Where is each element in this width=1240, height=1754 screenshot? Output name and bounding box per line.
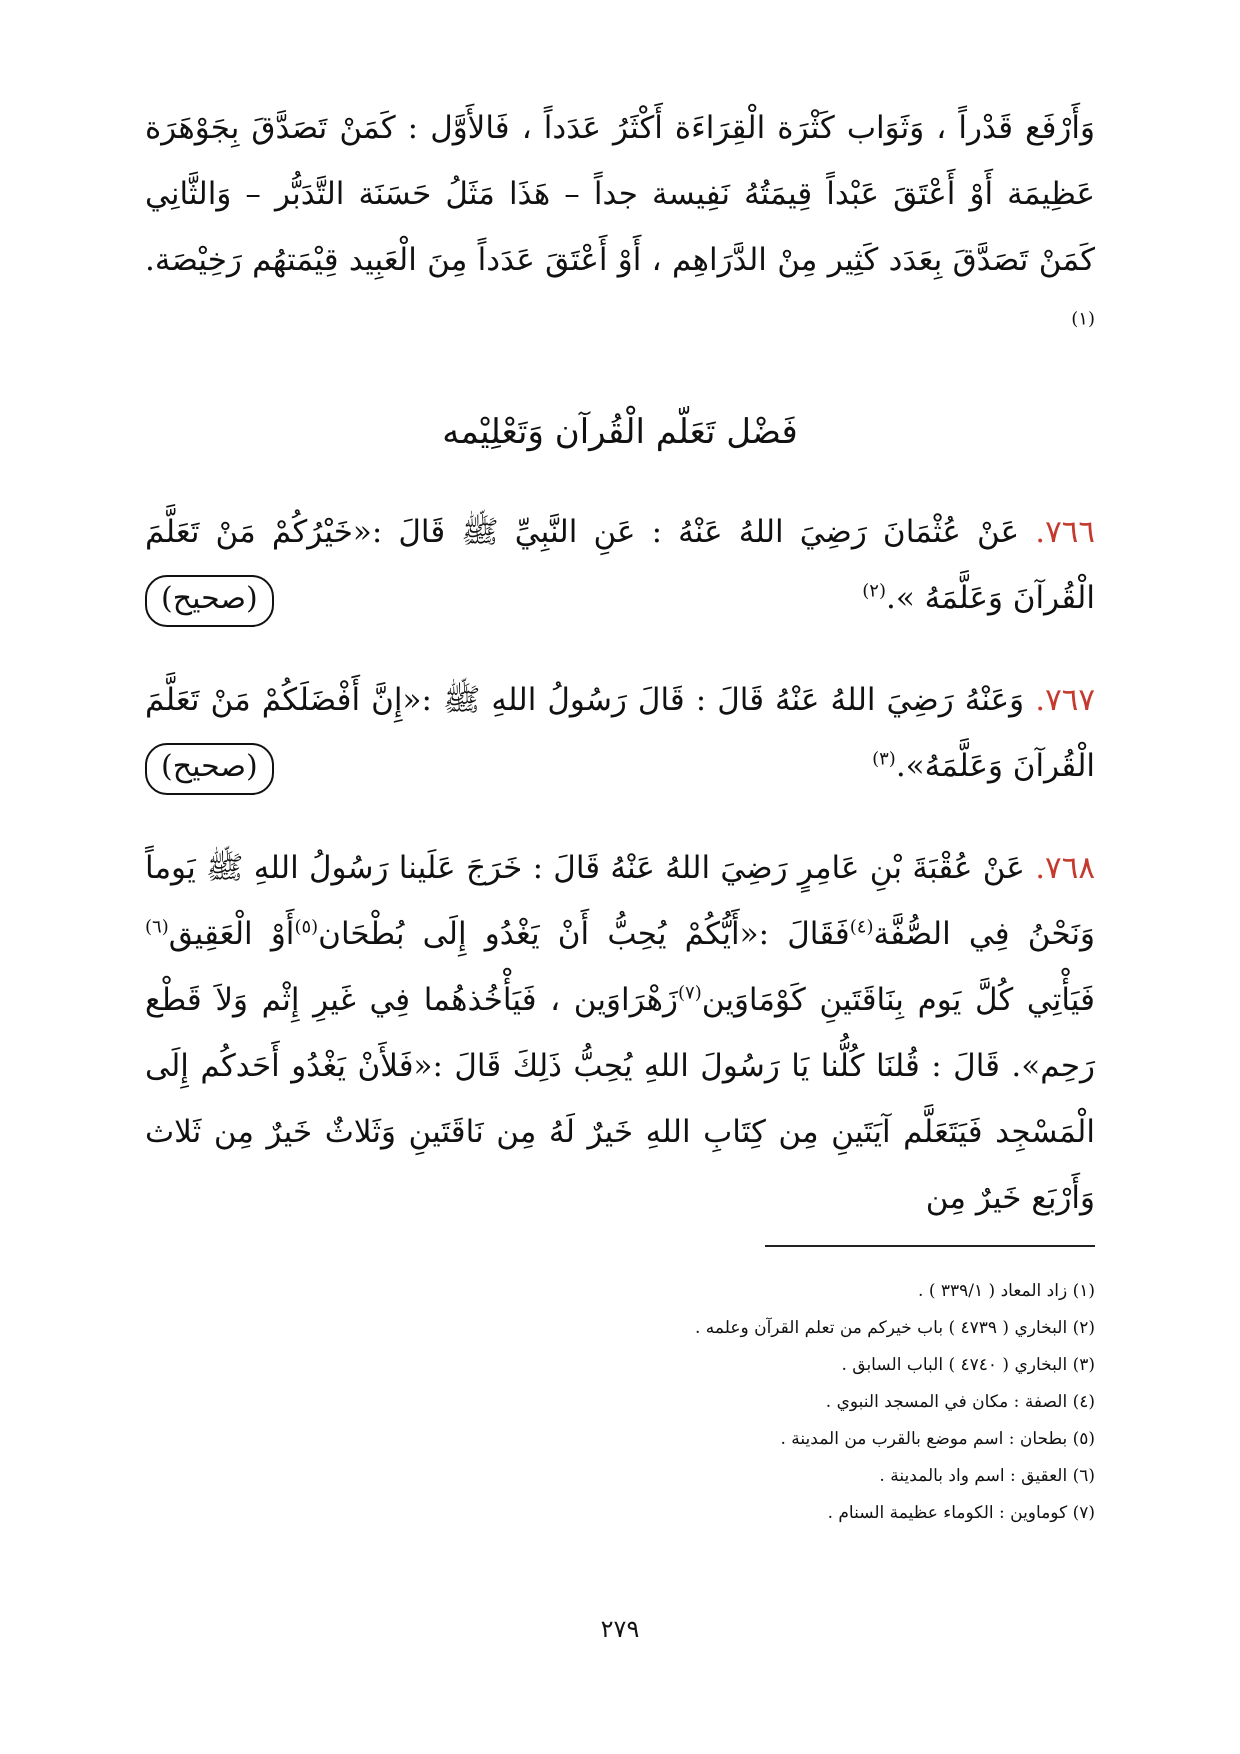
footnotes — [145, 1245, 1095, 1532]
footnote-ref: (٣) — [872, 748, 896, 770]
hadith-767 — [145, 667, 1095, 799]
footnote-item: (١) زاد المعاد ( ٣٣٩/١ ) . — [918, 1281, 1095, 1301]
footnote-item: (٤) الصفة : مكان في المسجد النبوي . — [825, 1392, 1095, 1412]
hadith-text-part: زَهْرَاوَين ، فَيَأْخُذهُما فِي غَيرِ إِثْم وَلاَ قَطْع رَحِم». قَالَ : قُلنَا كُلُّنا يَا رَسُولَ اللهِ يُحِبُّ ذَلِكَ قَالَ :«فَلأَنْ يَغْدُو أَحَدكُم إِلَى الْمَسْجِد فَيَتَعَلَّم آيَتَينِ مِن كِتَابِ اللهِ خَيرٌ لَهُ مِن نَاقَتَينِ وَثَلاثٌ خَيرٌ مِن ثَلاث وَأَرْبَع خَيرٌ مِن — [145, 982, 1095, 1216]
hadith-number: ٧٦٧. — [1035, 682, 1096, 718]
hadith-number: ٧٦٦. — [1035, 514, 1096, 550]
hadith-text-part: عَنْ عُقْبَةَ بْنِ عَامِرٍ رَضِيَ اللهُ عَنْهُ قَالَ : خَرَجَ عَلَينا رَسُولُ اللهِ ﷺ يَوماً وَنَحْنُ فِي الصُّفَّة — [145, 850, 1095, 952]
footnote-item: (٣) البخاري ( ٤٧٤٠ ) الباب السابق . — [841, 1355, 1095, 1375]
page-number: ٢٧٩ — [600, 1615, 640, 1643]
footnote-ref: (٢) — [862, 580, 886, 602]
page-body — [145, 95, 1095, 1267]
footnote-item: (٥) بطحان : اسم موضع بالقرب من المدينة . — [780, 1429, 1095, 1449]
footnote-ref: (٦) — [145, 916, 169, 938]
hadith-text: عَنْ عُثْمَانَ رَضِيَ اللهُ عَنْهُ : عَنِ النَّبِيِّ ﷺ قَالَ :«خَيْرُكُمْ مَنْ تَعَلَّمَ الْقُرآنَ وَعَلَّمَهُ ». — [145, 514, 1095, 616]
footnote-item: (٧) كوماوين : الكوماء عظيمة السنام . — [827, 1503, 1095, 1523]
hadith-text-part: فَقَالَ :«أَيُّكُمْ يُحِبُّ أَنْ يَغْدُو إِلَى بُطْحَان — [318, 916, 850, 952]
hadith-766 — [145, 499, 1095, 631]
footnote-divider — [765, 1245, 1095, 1247]
footnote-ref: (٥) — [294, 916, 319, 938]
footnote-ref: (٧) — [678, 982, 702, 1004]
intro-paragraph — [145, 95, 1095, 359]
hadith-text: وَعَنْهُ رَضِيَ اللهُ عَنْهُ قَالَ : قَالَ رَسُولُ اللهِ ﷺ :«إِنَّ أَفْضَلَكُمْ مَنْ تَعَلَّمَ الْقُرآنَ وَعَلَّمَهُ». — [145, 682, 1095, 784]
hadith-number: ٧٦٨. — [1035, 850, 1095, 886]
hadith-text-part: فَيَأْتِي كُلَّ يَوم بِنَاقَتَينِ كَوْمَاوَين — [701, 982, 1095, 1018]
grade-badge: (صحيح) — [145, 575, 274, 627]
footnote-item: (٦) العقيق : اسم واد بالمدينة . — [879, 1466, 1095, 1486]
section-heading: فَضْل تَعَلّم الْقُرآن وَتَعْلِيْمه — [442, 412, 798, 452]
grade-badge: (صحيح) — [145, 743, 274, 795]
hadith-text-part: أَوْ الْعَقِيق — [168, 916, 295, 952]
hadith-768 — [145, 835, 1095, 1231]
footnote-ref: (١) — [1071, 308, 1095, 330]
intro-text: وَأَرْفَع قَدْراً ، وَثَوَاب كَثْرَة الْقِرَاءَة أَكْثَرُ عَدَداً ، فَالأَوَّل : كَمَنْ تَصَدَّقَ بِجَوْهَرَة عَظِيمَة أَوْ أَعْتَقَ عَبْداً قِيمَتُهُ نَفِيسة جداً – هَذَا مَثَلُ حَسَنَة التَّدَبُّر – وَالثَّانِي كَمَنْ تَصَدَّقَ بِعَدَد كَثِير مِنْ الدَّرَاهِم ، أَوْ أَعْتَقَ عَدَداً مِنَ الْعَبِيد قِيْمَتهُم رَخِيْصَة. — [145, 110, 1096, 278]
footnote-item: (٢) البخاري ( ٤٧٣٩ ) باب خيركم من تعلم القرآن وعلمه . — [694, 1318, 1095, 1338]
footnote-ref: (٤) — [849, 916, 874, 938]
